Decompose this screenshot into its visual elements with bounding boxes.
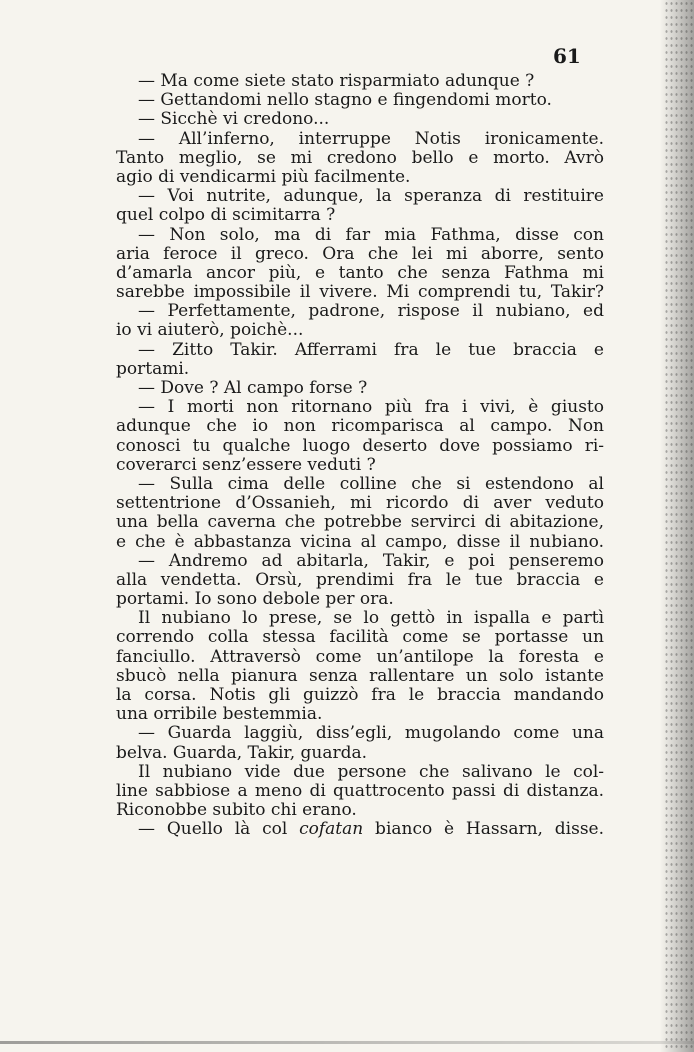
text-fragment: bianco è Hassarn, disse. xyxy=(363,819,605,840)
text-line: adunque che io non ricomparisca al campo. Non xyxy=(116,416,604,437)
text-line: — Zitto Takir. Afferrami fra le tue braccia e xyxy=(138,339,604,360)
text-line: — Sulla cima delle colline che si estendono al xyxy=(138,473,604,494)
text-line: sarebbe impossibile il vivere. Mi comprendi tu, Takir? xyxy=(116,282,604,303)
text-line: — Ma come siete stato risparmiato adunque ? xyxy=(138,71,535,91)
text-line: Tanto meglio, se mi credono bello e morto. Avrò xyxy=(116,147,604,168)
text-line: belva. Guarda, Takir, guarda. xyxy=(116,742,368,763)
text-line: una bella caverna che potrebbe servirci di abitazione, xyxy=(116,512,604,533)
text-line: quel colpo di scimitarra ? xyxy=(116,205,336,226)
page-body xyxy=(116,72,604,840)
text-line: d’amarla ancor più, e tanto che senza Fathma mi xyxy=(116,262,604,283)
text-line: — Dove ? Al campo forse ? xyxy=(138,378,368,398)
text-line: alla vendetta. Orsù, prendimi fra le tue braccia e xyxy=(116,569,604,590)
text-line: — I morti non ritornano più fra i vivi, è giusto xyxy=(138,397,604,418)
text-line: fanciullo. Attraversò come un’antilope la foresta e xyxy=(116,646,604,667)
text-line: portami. xyxy=(116,358,190,379)
text-line: e che è abbastanza vicina al campo, disse il nubiano. xyxy=(116,531,604,552)
page-number: 61 xyxy=(553,44,581,68)
text-line: sbucò nella pianura senza rallentare un solo istante xyxy=(116,665,604,686)
text-line: Il nubiano vide due persone che salivano le col- xyxy=(138,761,604,782)
text-line: — Perfettamente, padrone, rispose il nubiano, ed xyxy=(138,301,604,322)
text-line: correndo colla stessa facilità come se portasse un xyxy=(116,627,604,648)
text-line: la corsa. Notis gli guizzò fra le braccia mandando xyxy=(116,685,604,705)
italic-term: cofatan xyxy=(299,819,364,840)
text-line: una orribile bestemmia. xyxy=(116,704,323,725)
text-line: line sabbiose a meno di quattrocento passi di distanza. xyxy=(116,780,604,801)
text-line: aria feroce il greco. Ora che lei mi aborre, sento xyxy=(116,243,604,264)
text-line: — Andremo ad abitarla, Takir, e poi penseremo xyxy=(138,550,604,571)
text-line: Il nubiano lo prese, se lo gettò in ispalla e partì xyxy=(138,608,604,629)
text-line: — Gettandomi nello stagno e fingendomi morto. xyxy=(138,90,552,111)
text-line: settentrione d’Ossanieh, mi ricordo di aver veduto xyxy=(116,493,604,514)
text-line: — All’inferno, interruppe Notis ironicamente. xyxy=(138,128,604,149)
text-line: conosci tu qualche luogo deserto dove possiamo ri- xyxy=(116,435,604,456)
text-line: — Sicchè vi credono... xyxy=(138,109,330,130)
text-line: — Guarda laggiù, diss’egli, mugolando come una xyxy=(138,723,604,744)
text-line: Riconobbe subito chi erano. xyxy=(116,800,357,821)
page-bottom-edge xyxy=(0,1041,694,1044)
text-fragment: — Quello là col xyxy=(138,819,300,840)
text-line: portami. Io sono debole per ora. xyxy=(116,589,394,610)
text-line: — Non solo, ma di far mia Fathma, disse con xyxy=(138,224,604,245)
text-line: agio di vendicarmi più facilmente. xyxy=(116,166,411,187)
page-edge-speckle xyxy=(664,0,694,1052)
text-line: coverarci senz’essere veduti ? xyxy=(116,454,376,475)
text-line: — Voi nutrite, adunque, la speranza di restituire xyxy=(138,186,604,207)
text-line: io vi aiuterò, poichè... xyxy=(116,320,304,341)
text-line-final xyxy=(116,820,604,839)
